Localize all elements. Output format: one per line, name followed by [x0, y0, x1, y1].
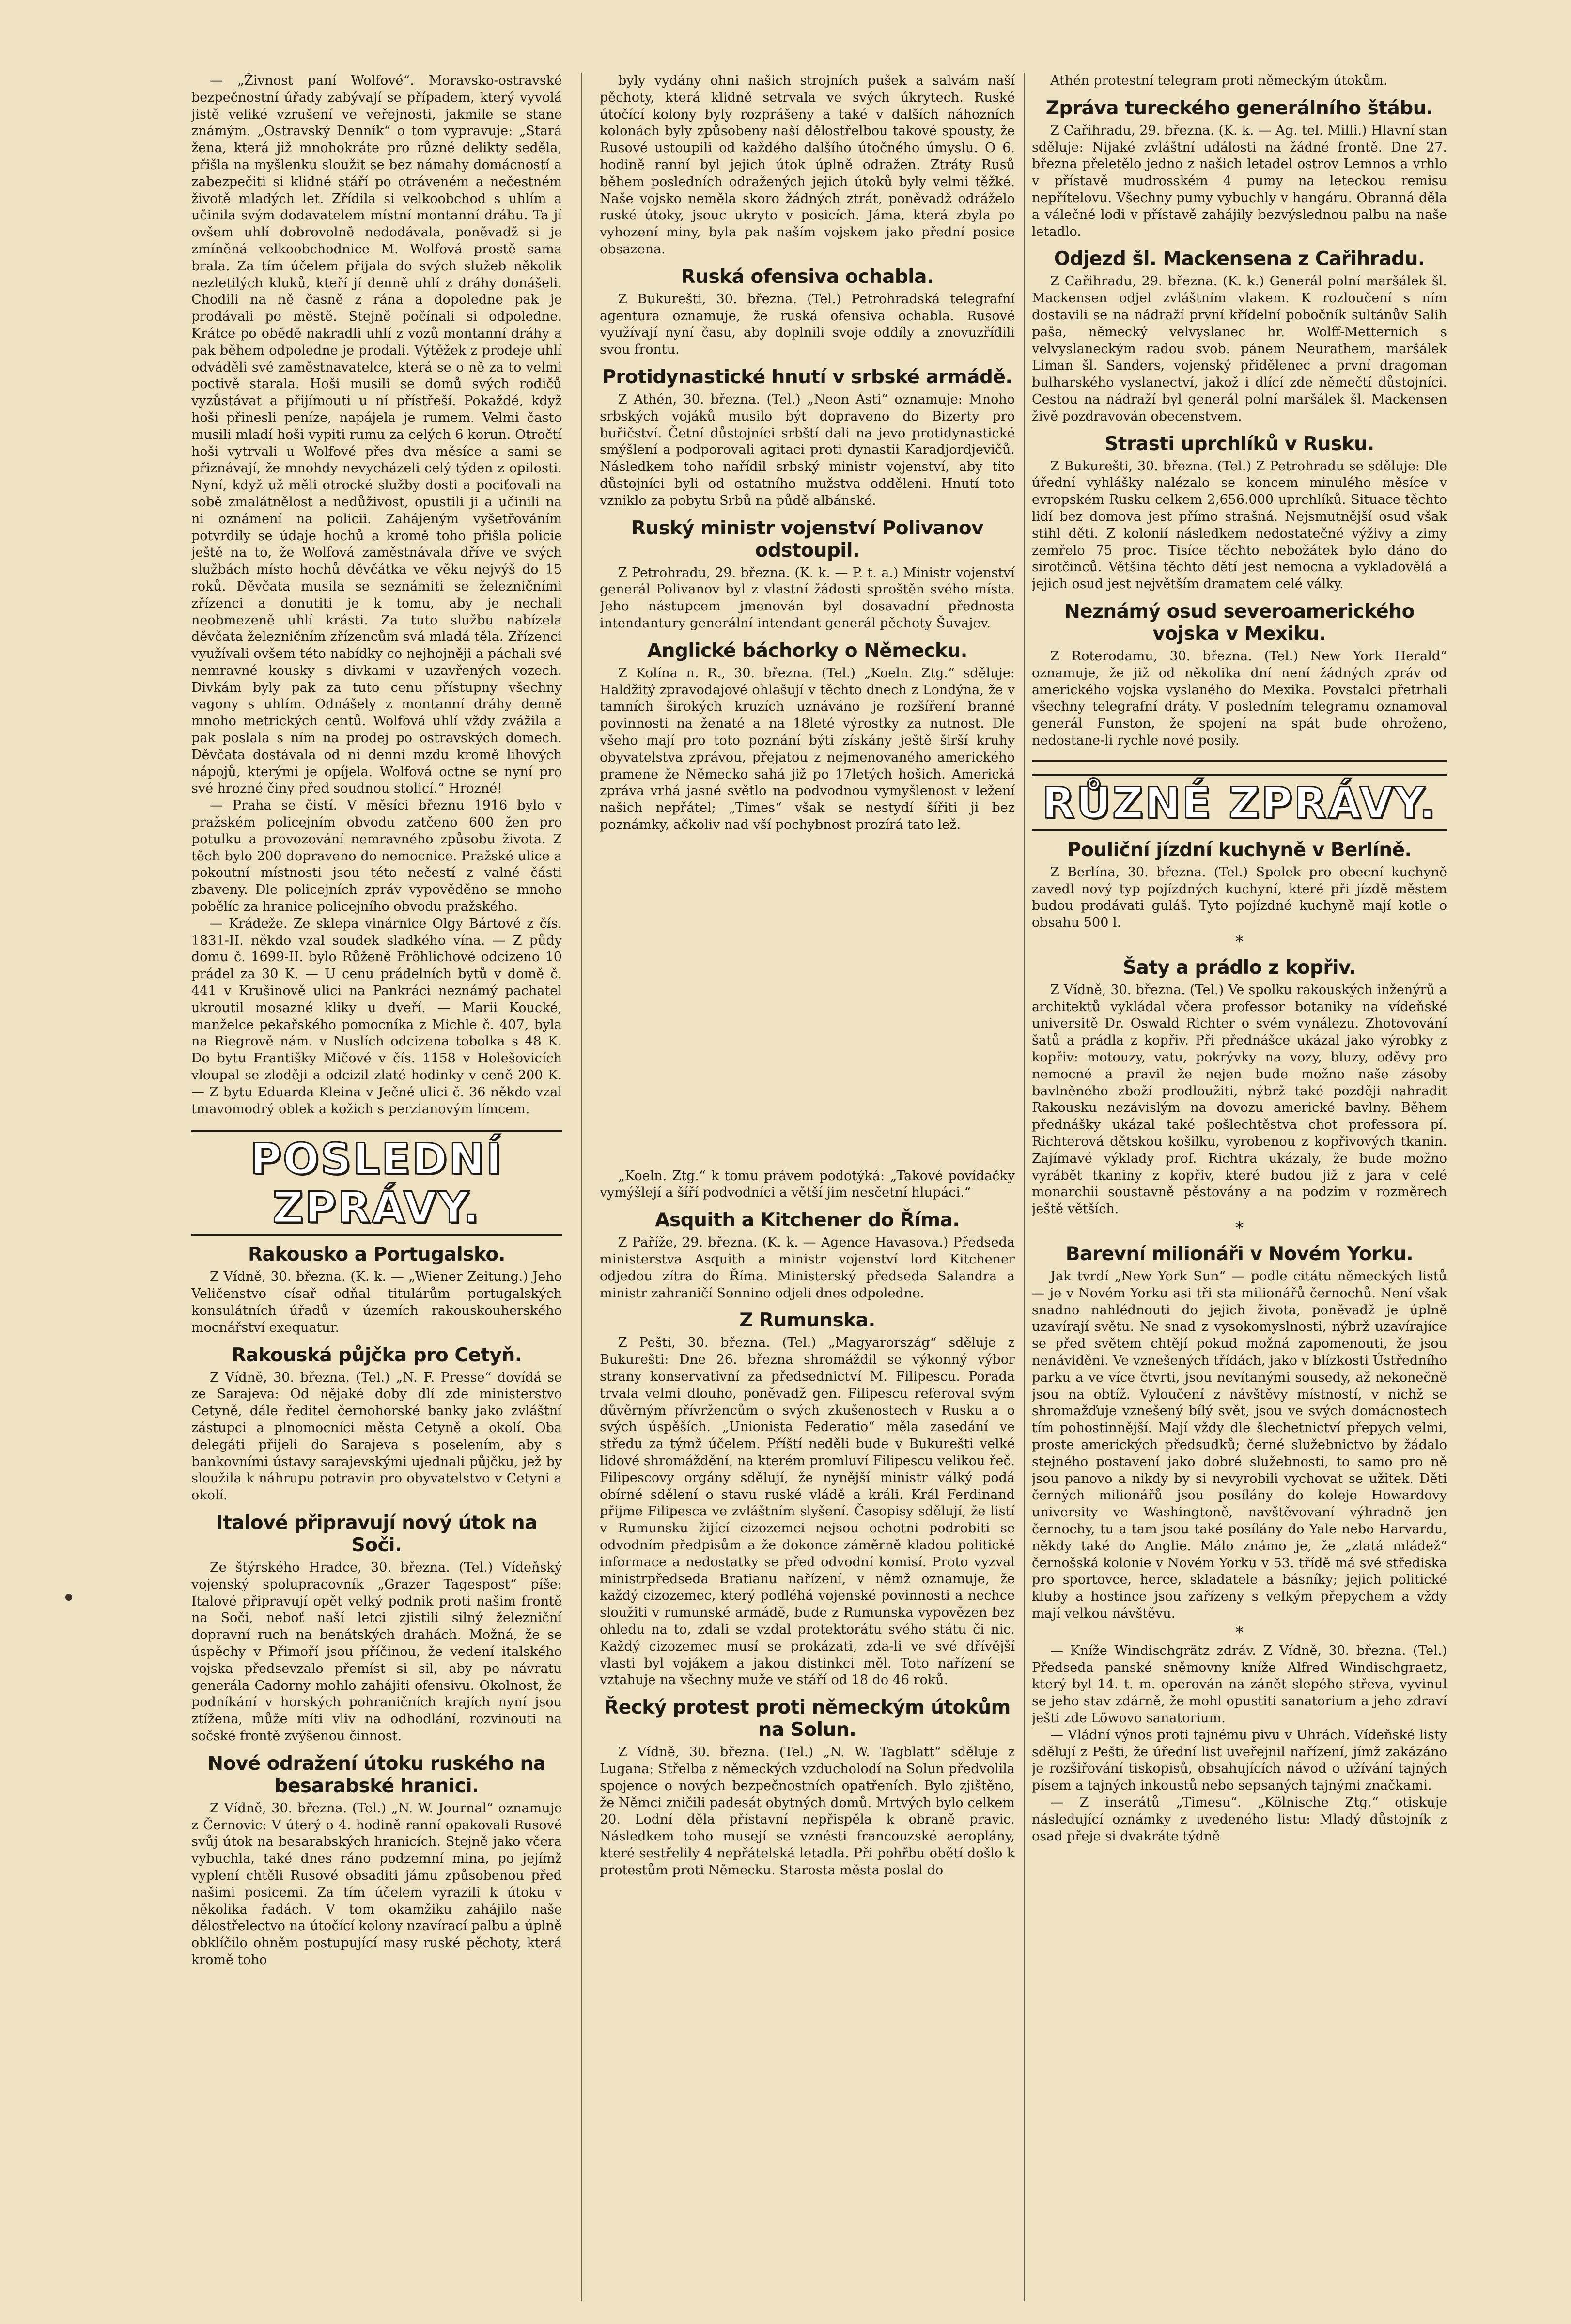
headline-saty-kopriv: Šaty a prádlo z kopřiv.: [1122, 956, 1356, 979]
punch-hole-mark: [65, 1594, 72, 1601]
headline-kuchyne-berlin: Pouliční jízdní kuchyně v Berlíně.: [1067, 839, 1412, 861]
asterisk-divider-icon: *: [1235, 1218, 1244, 1238]
article-mexiko: Z Roterodamu, 30. března. (Tel.) New York Herald“ oznamuje, že již od několika dní není žádných zpráv od amerického vojska vyslaného do Mexika. Povstalci přetrhali všechny telegrafní dráty. V posledním telegramu oznamoval generál Funston, že spojení na spát bude ohroženo, nedostane-li rychle nové posily.: [1032, 648, 1447, 748]
article-ofensiva-ochabla: Z Bukurešti, 30. března. (Tel.) Petrohradská telegrafní agentura oznamuje, že ruská ofensiva ochabla. Rusové využívají nyní času, aby doplnili svoje oddíly a znovuzřídili svou frontu.: [600, 291, 1015, 358]
headline-soca: Italové připravují nový útok na Soči.: [216, 1512, 537, 1556]
article-solun: Z Vídně, 30. března. (Tel.) „N. W. Tagblatt“ sděluje z Lugana: Střelba z německých vzducholodí na Solun předvolila spojence o nových bezpečnostních opatřeních. Bylo zjištěno, že Němci zničili padesát obytných domů. Mrtvých bylo celkem 20. Lodní děla přístavní nepřispěla k obraně pravic. Následkem toho musejí se vznésti francouzské aeroplány, které sestřelily 4 nepřátelská letadla. Při pohřbu obětí došlo k protestům proti Německu. Starosta města poslal do: [600, 1745, 1015, 1878]
article-solun-continued: Athén protestní telegram proti německým útokům.: [1050, 73, 1388, 88]
headline-asquith-kitchener: Asquith a Kitchener do Říma.: [655, 1209, 960, 1232]
article-besarabie: Z Vídně, 30. března. (Tel.) „N. W. Journal“ oznamuje z Černovic: V úterý o 4. hodině ranní opakovali Rusové svůj útok na besarabských hranicích. Stejně jako včera vybuchla, také dnes ráno podzemní mina, po jejímž vyplení chtěli Rusové obsaditi jámu způsobenou před našimi posicemi. Za tím účelem vyrazili k útoku v několika řadách. V tom okamžiku zahájilo naše dělostřelectvo na útočící kolony nzavírací palbu a úplně obklíčilo ohněm postupující masy ruské pěchoty, která kromě toho: [191, 1800, 562, 1967]
headline-polivanov: Ruský ministr vojenství Polivanov odstoupil.: [631, 517, 984, 562]
article-strasti-uprchliku: Z Bukurešti, 30. března. (Tel.) Z Petrohradu se sděluje: Dle úřední vyhlášky nalézalo se koncem minulého měsíce v evropském Rusku celkem 2,656.000 uprchlíků. Situace těchto lidí bez domova jest přímo strašná. Nejsmutnější osud však stihl děti. Z kolonií následkem nedostatečné výživy a zimy zemřelo 75 proc. Tisíce těchto nebožátek bylo dáno do sirotčinců. Většina těchto dětí jest nemocna a vykladovělá a jejich osud jest největším dramatem celé války.: [1032, 458, 1447, 592]
article-polivanov: Z Petrohradu, 29. března. (K. k. — P. t. a.) Ministr vojenství generál Polivanov byl z vlastní žádosti sproštěn svého místa. Jeho nástupcem jmenován byl dosavadní přednosta intendantury generální intendant generál pěchoty Šuvajev.: [600, 565, 1015, 631]
headline-anglicke-bachorky: Anglické báchorky o Německu.: [647, 639, 967, 662]
column-3: [1032, 73, 1447, 2301]
article-praha-se-cisti: — Praha se čistí. V měsíci březnu 1916 bylo v pražském policejním obvodu zatčeno 600 žen pro potulku a provozování nemravného způsobu života. Z těch bylo 200 dopraveno do nemocnice. Pražské ulice a pokoutní místnosti jsou této nečestí z valné části zbaveny. Dle policejních zpráv vypověděno se mnoho pobělíc za hranice policejního obvodu pražského.: [191, 798, 562, 915]
headline-srbska-armada: Protidynastické hnutí v srbské armádě.: [602, 366, 1012, 388]
article-tajne-pivo: — Vládní výnos proti tajnému pivu v Uhrách. Vídeňské listy sdělují z Pešti, že úřední list uveřejnil nařízení, jímž zakázáno je rozšiřování tiskopisů, obsahujících návod o užívání tajných písem a tajných inkoustů nebo sepsaných tajnými značkami.: [1032, 1727, 1447, 1794]
column-rule: [1024, 73, 1025, 2301]
section-divider: [1032, 760, 1447, 762]
section-header-posledni-zpravy: POSLEDNÍ ZPRÁVY.: [191, 1130, 562, 1236]
section-header-ruzne-zpravy: RŮZNÉ ZPRÁVY.: [1032, 774, 1447, 831]
column-rule: [581, 73, 582, 2301]
article-rumunsko: Z Pešti, 30. března. (Tel.) „Magyarország“ sděluje z Bukurešti: Dne 26. března shromáždil se výkonný výbor strany konservativní za předsednictví M. Filipescu. Porada trvala velmi dlouho, poněvadž gen. Filipescu referoval svým důvěrným přívržencům o svých zkušenostech v Rusku a o svých úspěších. „Unionista Federatio“ měla zasedání ve středu za týmž účelem. Příští neděli bude v Bukurešti velké lidové shromáždění, na kterém promluví Filipescu velikou řeč. Filipescovy orgány sdělují, že nynější ministr válký podá obírné sdělení o stavu ruské vládě a králi. Král Ferdinand přijme Filipesca ve zvláštním slyšení. Časopisy sdělují, že listí v Rumunsku žijící cizozemci nejsou ochotni podrobiti se odvodním předpisům a že dokonce záměrně kladou politické informace a nedostatky se před odvodní komisí. Proto vyzval ministrpředseda Bratianu nařízení, v němž oznamuje, že každý cizozemec, který podléhá vojenské povinnosti a nechce sloužiti v rumunské armádě, bude z Rumunska vypovězen bez ohledu na to, zdali se vzdal protektorátu svého státu či nic. Každý cizozemec musí se prokázati, zda-li ve své dřívější vlasti byl vojákem a jakou distinkci měl. Toto nařízení se vztahuje na všechny muže ve stáří od 18 do 46 roků.: [600, 1335, 1015, 1688]
headline-turecky-stab: Zpráva tureckého generálního štábu.: [1045, 97, 1433, 119]
article-milionari: Jak tvrdí „New York Sun“ — podle citátu německých listů — je v Novém Yorku asi tři sta milionářů černochů. Není však snadno nahlédnouti do jejich života, poněvadž je úplně uzavírají světu. Ne snad z vysokomyslnosti, nýbrž uzavírajíce se před světem chtějí pokud možná zapomenouti, že jsou nenáviděni. Ve vznešených třídách, jako v blízkosti Ústředního parku a ve více čtvrti, jsou nevítanými sousedy, až nekonečně jsou na obtíž. Vyloučení z návštěvy místností, v nichž se shromažďuje vznešený bílý svět, jsou ve svých domácnostech tím pohostinnější. Mají vždy dle šlechetnictví přepych velmi, proste amerických předsudků; černé služebnictvo by žádalo stejného postavení jako dobré služebnosti, to samo pro ně jsou panovo a nikdy by si nevyrobili vychovat se užitek. Děti černých milionářů jsou posílány do koleje Howardovy university ve Washingtoně, navštěvovaní výhradně jen černochy, tu a tam jsou také posílány do Yale nebo Harvardu, někdy také do Anglie. Málo známo je, že „zlatá mládež“ černošská kolonie v Novém Yorku v 53. třídě má své střediska pro sportovce, herce, skladatele a básníky; jejich politické kluby a hostince jsou zařízeny s velkým přepychem a vždy mají velkou návštěvu.: [1032, 1269, 1447, 1621]
headline-besarabie: Nové odražení útoku ruského na besarabské hranici.: [207, 1752, 546, 1797]
asterisk-divider-icon: *: [1235, 1622, 1244, 1642]
article-soca: Ze štýrského Hradce, 30. března. (Tel.) Vídeňský vojenský spolupracovník „Grazer Tagespost“ píše: Italové připravují opět velký podnik proti našim frontě na Soči, neboť naší letci zjistili silný železniční dopravní ruch na benátských drahách. Možná, že se úspěchy v Přimoří jsou příčinou, že vedení italského vojska předsevzalo přemíst si sil, aby po návratu generála Cadorny mohlo zahájiti ofensivu. Okolnost, že podníkání v horských pohraničních krajích nyní jsou ztížena, může míti vliv na odhodlání, rozvinouti na sočské frontě zvýšenou činnost.: [191, 1560, 562, 1744]
headline-rumunsko: Z Rumunska.: [739, 1310, 875, 1332]
article-inseraty-times: — Z inserátů „Timesu“. „Kölnische Ztg.“ otiskuje následující oznámky z uvedeného listu: Mladý důstojník z osad přeje si dvakráte týdně: [1032, 1794, 1447, 1844]
article-zivnost: — „Živnost paní Wolfové“. Moravsko-ostravské bezpečnostní úřady zabývají se případem, který vyvolá jistě veliké vzrušení ve veřejnosti, jakmile se stane známým. „Ostravský Denník“ o tom vypravuje: „Stará žena, která již mnohokráte pro různé delikty seděla, přišla na myšlenku sloužit se bez námahy domácností a zabezpečiti si klidné stáří po otráveném a nečestném životě mladých let. Zřídila si velkoobchod s uhlím a učinila svým dodavatelem místní montanní dráhu. Ta jí ovšem uhlí dobrovolně nedodávala, poněvadž si je zmíněná velkoobchodnice M. Wolfová prostě sama brala. Za tím účelem přijala do svých služeb několik nezletilých kluků, kteří jí denně uhlí z dráhy donášeli. Chodili na ně časně z rána a dopoledne pak je prodávali po městě. Stejně počínali si odpoledne. Krátce po obědě nakradli uhlí z vozů montanní dráhy a pak během odpoledne je prodali. Výtěžek z prodeje uhlí odváděli své zaměstnavatelce, která se o ně za to velmi poctivě starala. Hoši musili se domů svých rodičů vyzůstávat a přijímouti u ní přístřeší. Pokaždé, když hoši přinesli peníze, napájela je rumem. Velmi často musili mladí hoši vypiti rumu za celých 6 korun. Otročtí hoši vytrvali u Wolfové přes dva měsíce a sami se přiznávají, že mnohdy nevycházeli celý týden z opilosti. Nyní, když už měli otrocké služby dosti a pociťovali na sobě zmalátnělost a nedůživost, opustili ji a učinili na ni oznámení na policii. Zahájeným vyšetřováním potvrdily se údaje hochů a kromě toho přišla policie ještě na to, že Wolfová zaměstnávala dříve ve svých službách místo hochů děvčátka ve věku nejvýš do 15 roků. Děvčata musila se seznámiti se železničními zřízenci a donutiti je k tomu, aby je nechali neobmezeně uhlí krásti. Za tuto službu nabízela děvčata železničním zřízencům svá mladá těla. Zřízenci využívali ovšem této nabídky co nejhojněji a páchali své nemravné kousky s divkami v uzavřených vozech. Divkám byly pak za tuto cenu přístupny všechny vagony s uhlím. Odnášely z montanní dráhy denně mnoho metrických centů. Wolfová uhlí vždy zvážila a pak poslala s ním na prodej po ostravských domech. Děvčata dostávala od ní denní mzdu kromě lihových nápojů, kterými je opíjela. Wolfová octne se nyní pro své hrozné činy před soudnou stolicí.“ Hrozné!: [191, 73, 562, 796]
column-1: [191, 73, 562, 2301]
article-besarabie-continued: byly vydány ohni našich strojních pušek a salvám naší pěchoty, která klidně setrvala ve svých úkrytech. Ruské útočící kolony byly rozprášeny a také v dalších náhozních kolonách byly způsobeny naší dělostřelbou takové spousty, že Rusové ustoupili od každého dalšího útočného úmyslu. O 6. hodině ranní byl jejich útok úplně odražen. Ztráty Rusů během posledních odražených jejich útoků byly velmi těžké. Naše vojsko neměla skoro žádných ztrát, poněvadž odráželo ruské útoky, jsouc ukryto v posicích. Jáma, která zbyla po vyhození miny, byla pak naším vojskem jako přední posice obsazena.: [600, 73, 1015, 257]
article-saty-kopriv: Z Vídně, 30. března. (Tel.) Ve spolku rakouských inženýrů a architektů vykládal včera professor botaniky na vídeňské universitě Dr. Oswald Richter o svém vynálezu. Zhotovování šatů a prádla z kopřiv. Při přednášce ukázal jako výrobky z kopřiv: motouzy, vatu, pokrývky na vozy, bluzy, oděvy pro nemocné a pravil že nejen bude možno naše zásoby bavlněného zboží prodloužiti, nýbrž také později nahradit Rakousku nezávislým na dovozu americké bavlny. Během přednášky ukázal také pošlechtěstva chot professora pí. Richterová dětskou košilku, vyrobenou z kopřivových tkanin. Zajímavé výklady prof. Richtra ukázaly, že bude možno vyrábět tkaniny z kopřiv, které budou již z jara v celé monarchii soustavně pěstovány a na podzim v rozměrech ještě větších.: [1032, 982, 1447, 1217]
article-asquith-kitchener: Z Paříže, 29. března. (K. k. — Agence Havasova.) Předseda ministerstva Asquith a ministr vojenství lord Kitchener odjedou zítra do Říma. Ministerský předseda Salandra a ministr zahraničí Sonnino odjeli dnes odpoledne.: [600, 1235, 1015, 1301]
article-kuchyne-berlin: Z Berlína, 30. března. (Tel.) Spolek pro obecní kuchyně zavedl nový typ pojízdných kuchyní, které při jízdě městem budou prodávati guláš. Tyto pojízdné kuchyně mají kotle o obsahu 500 l.: [1032, 864, 1447, 931]
headline-milionari: Barevní milionáři v Novém Yorku.: [1065, 1243, 1414, 1265]
headline-strasti-uprchliku: Strasti uprchlíků v Rusku.: [1104, 433, 1374, 455]
article-rakousko-portugalsko: Z Vídně, 30. března. (K. k. — „Wiener Zeitung.) Jeho Veličenstvo císař odňal titulárům portugalských konsulátních úřadů v územích rakouskouherského mocnářství exequatur.: [191, 1269, 562, 1335]
article-pujcka-cetyn: Z Vídně, 30. března. (Tel.) „N. F. Presse“ dovídá se ze Sarajeva: Od nějaké doby dlí zde ministerstvo Cetyně, dále ředitel černohorské banky jako zvláštní zástupci a plnomocníci města Cetyně a okolí. Oba delegáti přijeli do Sarajeva s poselením, aby s bankovními ústavy sarajevskými ujednali půjčku, jež by sloužila k náhrupu potravin pro obyvatelstvo v Cetyni a okolí.: [191, 1370, 562, 1503]
headline-pujcka-cetyn: Rakouská půjčka pro Cetyň.: [231, 1344, 522, 1366]
article-windischgraetz: — Kníže Windischgrätz zdráv. Z Vídně, 30. března. (Tel.) Předseda panské sněmovny kníže Alfred Windischgraetz, který byl 14. t. m. operován na zánět slepého střeva, vyvinul se jeho stav zdárně, že mohl opustiti sanatorium a jeho zdraví ješti zde Löwovo sanatorium.: [1032, 1643, 1447, 1726]
headline-ofensiva-ochabla: Ruská ofensiva ochabla.: [681, 265, 934, 288]
article-srbska-armada: Z Athén, 30. března. (Tel.) „Neon Asti“ oznamuje: Mnoho srbských vojáků musilo být dopraveno do Bizerty pro buřičství. Četní důstojníci srbští dali na jevo protidynastické smýšlení a podporovali agitaci proti dynastii Karadjordjevičů. Následkem toho nařídil srbský ministr vojenství, aby tito důstojníci byli od ostatního mužstva odděleni. Hnutí toto vzniklo za pobytu Srbů na půdě albánské.: [600, 391, 1015, 508]
article-anglicke-bachorky: Z Kolína n. R., 30. března. (Tel.) „Koeln. Ztg.“ sděluje: Haldžitý zpravodajové ohlašují v těchto dnech z Londýna, že v tamních širokých kruzích uznáváno je rozšíření branné povinnosti na ženaté a na 18leté výrostky za nutnost. Dle všeho mají pro toto poznání býti získány ještě širší kruhy obyvatelstva zprávou, přejatou z nejmenovaného amerického pramene že Německo sahá již po 17letých hošich. Americká zpráva vrhá jasné světlo na podvodnou vymyšlenost v ležení našich nepřátel; „Times“ však se nestydí šířiti ji bez poznámky, ačkoliv nad vší pochybnost prozírá tato lež.: [600, 665, 1015, 832]
article-anglicke-bachorky-note: „Koeln. Ztg.“ k tomu právem podotýká: „Takové povídačky vymýšlejí a šíří podvodníci a větší jim nesčetní hlupáci.“: [600, 1168, 1015, 1201]
article-turecky-stab: Z Cařihradu, 29. března. (K. k. — Ag. tel. Milli.) Hlavní stan sděluje: Nijaké zvláštní události na žádné frontě. Dne 27. března přeletělo jedno z našich letadel ostrov Lemnos a vrhlo v přístavě mudrosském 4 pumy na leteckou remisu nepřítelovu. Všechny pumy vybuchly v hangáru. Obranná děla a válečné lodi v přístavě zahájily bezvýslednou palbu na naše letadlo.: [1032, 123, 1447, 239]
headline-rakousko-portugalsko: Rakousko a Portugalsko.: [248, 1244, 505, 1266]
article-mackensen: Z Cařihradu, 29. března. (K. k.) Generál polní maršálek šl. Mackensen odjel zvláštním vlakem. K rozloučení s ním dostavili se na nádraží první křídelní pobočník sultánův Salih paša, německý velvyslanec hr. Wolff-Metternich s velvyslaneckým radou svob. pánem Neurathem, maršálek Liman šl. Sanders, vojenský přidělenec a první dragoman bulharského vyslanectví, jakož i dlící zde němečtí důstojníci. Cestou na nádraží byl generál polní maršálek šl. Mackensen živě pozdravován obecenstvem.: [1032, 274, 1447, 424]
headline-mexiko: Neznámý osud severoamerického vojska v Mexiku.: [1064, 600, 1415, 645]
asterisk-divider-icon: *: [1235, 932, 1244, 951]
column-2: [600, 73, 1015, 2301]
article-kradeze: — Krádeže. Ze sklepa vinárnice Olgy Bártové z čís. 1831-II. někdo vzal soudek sladkého vína. — Z půdy domu č. 1699-II. bylo Růženě Fröhlichové odcizeno 10 prádel za 30 K. — U cenu prádelních bytů v domě č. 441 v Krušinově ulici na Pankráci neznámý pachatel ukroutil mosazné kliky u dveří. — Marii Koucké, manželce pekařského pomocníka z Michle č. 407, byla na Riegrově nám. v Nuslích odcizena tobolka s 48 K. Do bytu Františky Mičové v čís. 1158 v Holešovicích vloupal se zloději a odcizil zlaté hodinky v ceně 200 K. — Z bytu Eduarda Kleina v Ječné ulici č. 36 někdo vzal tmavomodrý oblek a kožich s perzianovým límcem.: [191, 916, 562, 1117]
headline-mackensen: Odjezd šl. Mackensena z Cařihradu.: [1054, 248, 1425, 270]
blank-space: [600, 834, 1015, 1168]
headline-solun: Řecký protest proti německým útokům na Solun.: [604, 1697, 1011, 1741]
